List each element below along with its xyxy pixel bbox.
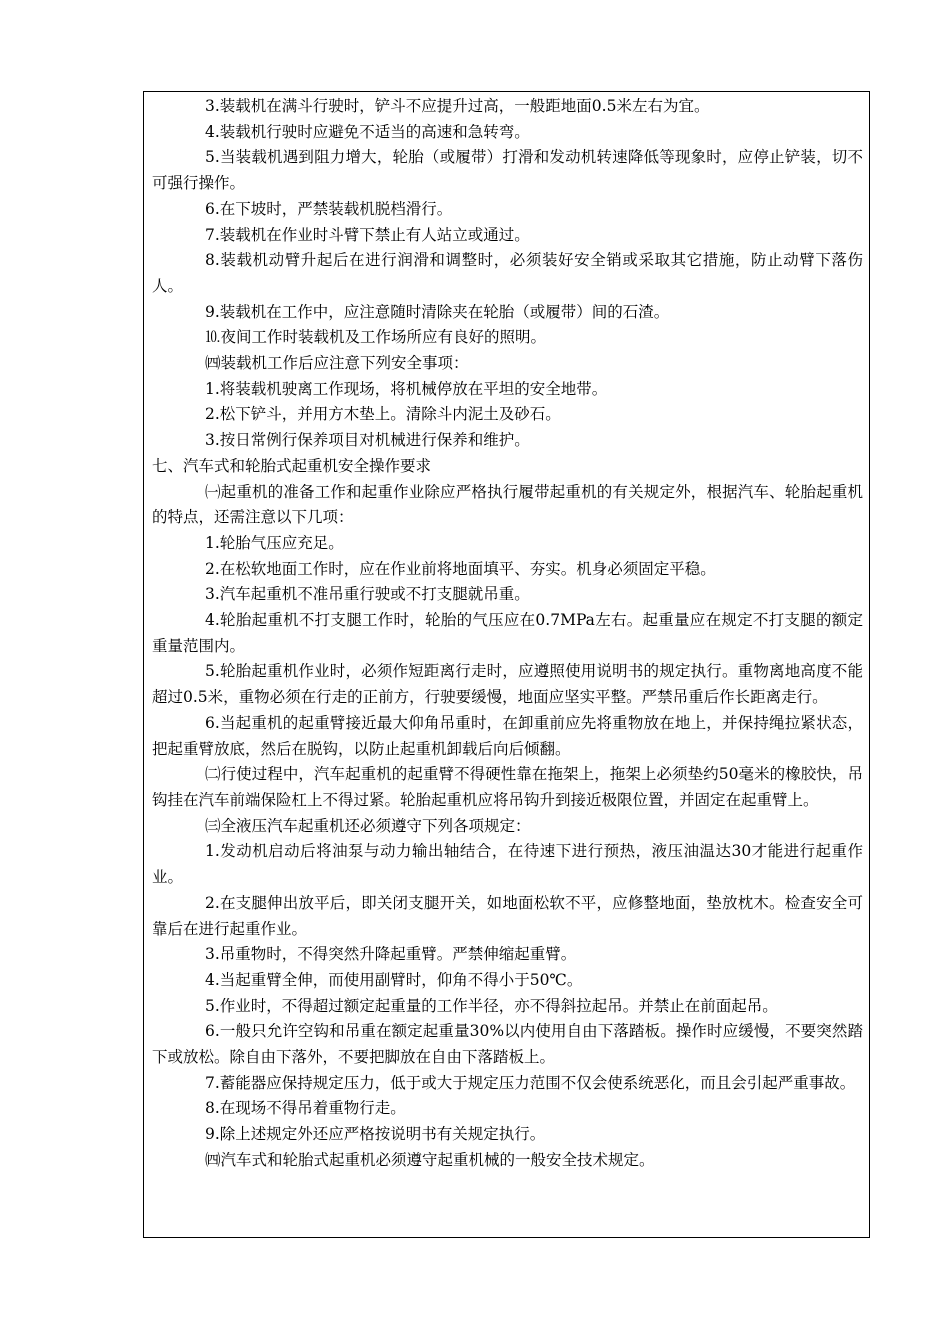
paragraph: 1.发动机启动后将油泵与动力输出轴结合，在待速下进行预热，液压油温达30才能进行起重作业。 <box>152 842 863 887</box>
paragraph: 8.装载机动臂升起后在进行润滑和调整时，必须装好安全销或采取其它措施，防止动臂下落伤人。 <box>152 251 863 295</box>
subsection-heading: ㈣装载机工作后应注意下列安全事项： <box>205 354 469 373</box>
paragraph: 7.装载机在作业时斗臂下禁止有人站立或通过。 <box>205 225 530 244</box>
paragraph: 4.当起重臂全伸，而使用副臂时，仰角不得小于50℃。 <box>205 970 583 989</box>
paragraph: 2.松下铲斗，并用方木垫上。清除斗内泥土及砂石。 <box>205 405 561 424</box>
paragraph: 3.按日常例行保养项目对机械进行保养和维护。 <box>205 431 530 450</box>
paragraph: 5.当装载机遇到阻力增大，轮胎（或履带）打滑和发动机转速降低等现象时，应停止铲装，切不可强行操作。 <box>152 148 863 193</box>
paragraph: 3.吊重物时，不得突然升降起重臂。严禁伸缩起重臂。 <box>205 945 577 964</box>
paragraph: 2.在支腿伸出放平后，即关闭支腿开关，如地面松软不平，应修整地面，垫放枕木。检查安全可靠后在进行起重作业。 <box>152 893 863 938</box>
paragraph: 3.汽车起重机不准吊重行驶或不打支腿就吊重。 <box>205 585 530 604</box>
paragraph: 2.在松软地面工作时，应在作业前将地面填平、夯实。机身必须固定平稳。 <box>205 559 716 578</box>
subsection-heading: ㈢全液压汽车起重机还必须遵守下列各项规定： <box>205 816 531 835</box>
document-body <box>152 94 863 1174</box>
section-heading: 七、汽车式和轮胎式起重机安全操作要求 <box>152 456 432 475</box>
paragraph: 7.蓄能器应保持规定压力，低于或大于规定压力范围不仅会使系统恶化，而且会引起严重事故。 <box>205 1073 856 1092</box>
paragraph: 4.轮胎起重机不打支腿工作时，轮胎的气压应在0.7MPa左右。起重量应在规定不打支腿的额定重量范围内。 <box>152 611 863 655</box>
paragraph: 9.除上述规定外还应严格按说明书有关规定执行。 <box>205 1125 546 1144</box>
paragraph: 1.将装载机驶离工作现场，将机械停放在平坦的安全地带。 <box>205 379 608 398</box>
paragraph: 5.作业时，不得超过额定起重量的工作半径，亦不得斜拉起吊。并禁止在前面起吊。 <box>205 996 778 1015</box>
paragraph: 6.当起重机的起重臂接近最大仰角吊重时，在卸重前应先将重物放在地上，并保持绳拉紧状态，把起重臂放底，然后在脱钩，以防止起重机卸载后向后倾翻。 <box>152 713 863 758</box>
paragraph: 1.轮胎气压应充足。 <box>205 533 344 552</box>
paragraph: 6.一般只允许空钩和吊重在额定起重量30%以内使用自由下落踏板。操作时应缓慢，不要突然踏下或放松。除自由下落外，不要把脚放在自由下落踏板上。 <box>152 1022 863 1067</box>
subsection-heading: ㈡行使过程中，汽车起重机的起重臂不得硬性靠在拖架上，拖架上必须垫约50毫米的橡胶快，吊钩挂在汽车前端保险杠上不得过紧。轮胎起重机应将吊钩升到接近极限位置，并固定在起重臂上。 <box>152 765 863 809</box>
paragraph: 6.在下坡时，严禁装载机脱档滑行。 <box>205 199 453 218</box>
paragraph: 3.装载机在满斗行驶时，铲斗不应提升过高，一般距地面0.5米左右为宜。 <box>205 97 710 115</box>
paragraph: 5.轮胎起重机作业时，必须作短距离行走时，应遵照使用说明书的规定执行。重物离地高度不能超过0.5米，重物必须在行走的正前方，行驶要缓慢，地面应坚实平整。严禁吊重后作长距离走行。 <box>152 662 863 707</box>
paragraph: 4.装载机行驶时应避免不适当的高速和急转弯。 <box>205 122 530 141</box>
subsection-heading: ㈠起重机的准备工作和起重作业除应严格执行履带起重机的有关规定外，根据汽车、轮胎起重机的特点，还需注意以下几项： <box>152 482 863 527</box>
paragraph: ⒑夜间工作时装载机及工作场所应有良好的照明。 <box>205 328 547 347</box>
paragraph: 8.在现场不得吊着重物行走。 <box>205 1099 406 1118</box>
subsection-heading: ㈣汽车式和轮胎式起重机必须遵守起重机械的一般安全技术规定。 <box>205 1150 655 1169</box>
paragraph: 9.装载机在工作中，应注意随时清除夹在轮胎（或履带）间的石渣。 <box>205 302 670 321</box>
